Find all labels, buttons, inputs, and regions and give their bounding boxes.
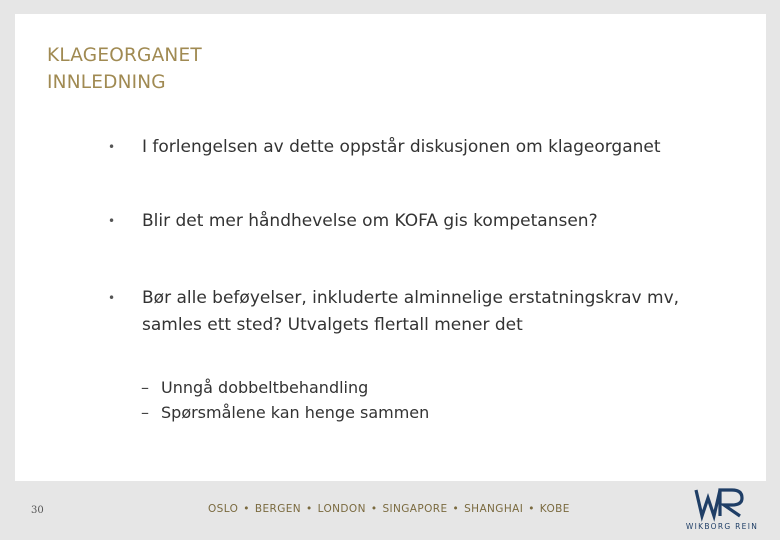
- footer-cities: [208, 503, 588, 515]
- footer-separator: •: [370, 503, 378, 515]
- wr-monogram-icon: [676, 486, 768, 522]
- footer-separator: •: [528, 503, 535, 515]
- bullet-text: Blir det mer håndhevelse om KOFA gis kompetansen?: [142, 211, 598, 231]
- title-line-1: KLAGEORGANET: [47, 45, 202, 66]
- sub-bullet-item: [141, 376, 368, 400]
- bullet-text: I forlengelsen av dette oppstår diskusjonen om klageorganet: [142, 137, 661, 157]
- bullet-text: Bør alle beføyelser, inkluderte alminnelige erstatningskrav mv, samles ett sted? Utvalgets flertall mener det: [142, 288, 680, 335]
- bullet-marker: •: [108, 214, 116, 228]
- sub-bullet-marker: –: [141, 378, 149, 397]
- footer-city: SINGAPORE: [382, 503, 448, 515]
- logo-name: WIKBORG REIN: [685, 522, 759, 531]
- footer-city: SHANGHAI: [464, 503, 524, 515]
- bullet-marker: •: [108, 140, 116, 154]
- wikborg-rein-logo: [676, 486, 768, 536]
- sub-bullet-text: Unngå dobbeltbehandling: [161, 378, 369, 397]
- page-number: 30: [31, 505, 44, 516]
- sub-bullet-text: Spørsmålene kan henge sammen: [161, 403, 430, 422]
- footer-city: BERGEN: [254, 503, 302, 515]
- footer-separator: •: [306, 503, 313, 515]
- slide-canvas: [15, 14, 766, 481]
- footer-separator: •: [243, 503, 250, 515]
- footer-city: OSLO: [208, 503, 239, 515]
- footer-city: KOBE: [539, 503, 570, 515]
- footer-city: LONDON: [317, 503, 366, 515]
- title-line-2: INNLEDNING: [47, 72, 166, 93]
- sub-bullet-item: [141, 401, 429, 425]
- footer-separator: •: [452, 503, 460, 515]
- bullet-marker: •: [108, 291, 116, 305]
- sub-bullet-marker: –: [141, 403, 149, 422]
